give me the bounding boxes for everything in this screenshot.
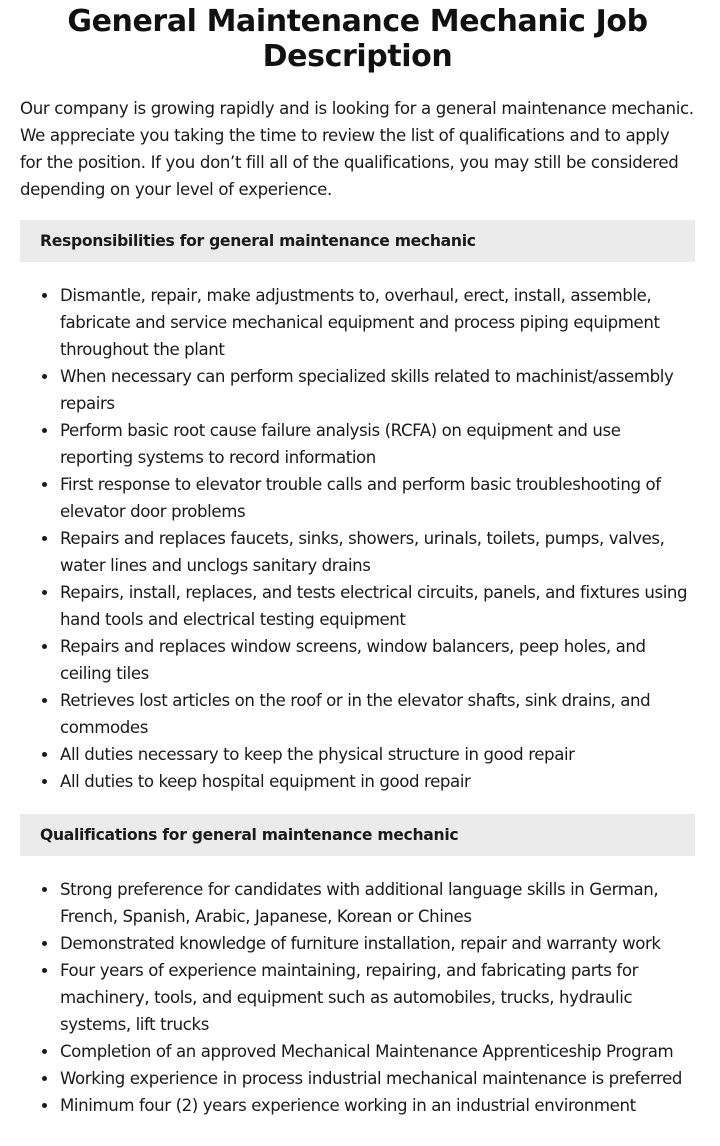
- list-item: Repairs, install, replaces, and tests electrical circuits, panels, and fixtures using hand tools and electrical testing equipment: [60, 579, 695, 633]
- page-title: General Maintenance Mechanic Job Description: [67, 4, 648, 74]
- list-item: Repairs and replaces window screens, window balancers, peep holes, and ceiling tiles: [60, 633, 695, 687]
- list-item: Repairs and replaces faucets, sinks, showers, urinals, toilets, pumps, valves, water lines and unclogs sanitary drains: [60, 525, 695, 579]
- list-item: Four years of experience maintaining, repairing, and fabricating parts for machinery, tools, and equipment such as automobiles, trucks, hydraulic systems, lift trucks: [60, 957, 695, 1038]
- list-item: Minimum four (2) years experience working in an industrial environment: [60, 1092, 695, 1119]
- list-item: Perform basic root cause failure analysis (RCFA) on equipment and use reporting systems to record information: [60, 417, 695, 471]
- qualifications-list: [20, 876, 695, 1119]
- list-item: All duties necessary to keep the physical structure in good repair: [60, 741, 695, 768]
- list-item: Demonstrated knowledge of furniture installation, repair and warranty work: [60, 930, 695, 957]
- list-item: Strong preference for candidates with additional language skills in German, French, Spanish, Arabic, Japanese, Korean or Chines: [60, 876, 695, 930]
- intro-paragraph: Our company is growing rapidly and is looking for a general maintenance mechanic. We appreciate you taking the time to review the list of qualifications and to apply for the position. If you don’t fill all of the qualifications, you may still be considered depending on your level of experience.: [20, 99, 694, 199]
- list-item: Dismantle, repair, make adjustments to, overhaul, erect, install, assemble, fabricate and service mechanical equipment and process piping equipment throughout the plant: [60, 282, 695, 363]
- list-item: Retrieves lost articles on the roof or in the elevator shafts, sink drains, and commodes: [60, 687, 695, 741]
- responsibilities-list: [20, 282, 695, 795]
- list-item: All duties to keep hospital equipment in good repair: [60, 768, 695, 795]
- list-item: First response to elevator trouble calls and perform basic troubleshooting of elevator door problems: [60, 471, 695, 525]
- list-item: When necessary can perform specialized skills related to machinist/assembly repairs: [60, 363, 695, 417]
- list-item: Completion of an approved Mechanical Maintenance Apprenticeship Program: [60, 1038, 695, 1065]
- qualifications-heading: Qualifications for general maintenance mechanic: [20, 814, 695, 856]
- responsibilities-heading: Responsibilities for general maintenance mechanic: [20, 220, 695, 262]
- list-item: Working experience in process industrial mechanical maintenance is preferred: [60, 1065, 695, 1092]
